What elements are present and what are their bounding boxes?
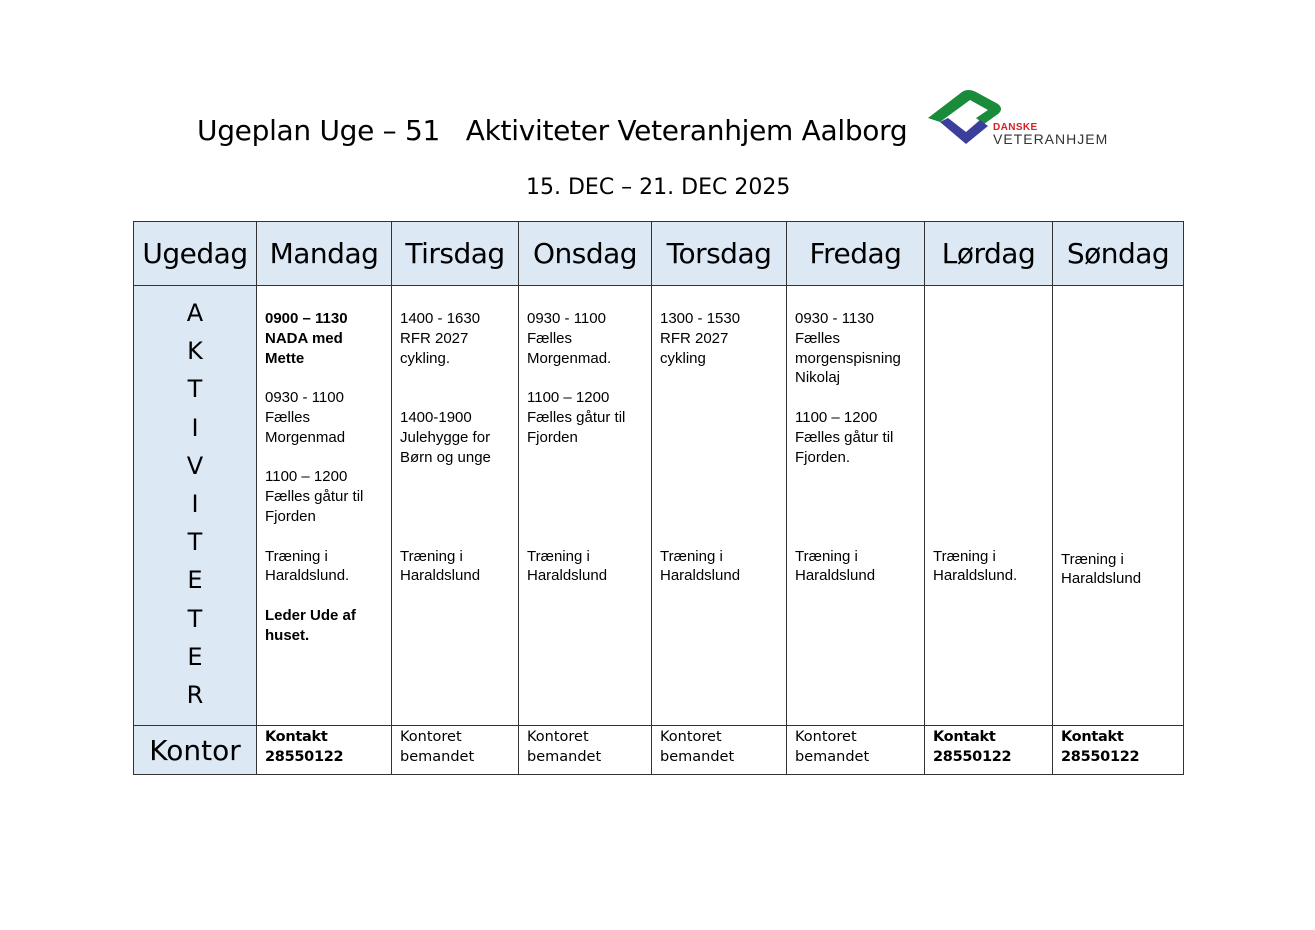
kontor-cell-sondag xyxy=(1053,726,1184,775)
activity-line xyxy=(1061,371,1175,391)
kontor-line: Kontoret xyxy=(795,729,857,745)
kontor-line: Kontakt xyxy=(1061,729,1124,745)
activity-line: Træning i xyxy=(933,547,996,565)
activity-line xyxy=(660,487,778,507)
activity-line: Julehygge for xyxy=(400,428,491,446)
activity-line xyxy=(795,487,916,507)
kontor-cell-onsdag xyxy=(519,726,652,775)
activities-vertical-label xyxy=(134,286,256,714)
activity-line: 1400-1900 xyxy=(400,408,472,426)
activity-line xyxy=(933,388,1044,408)
kontor-cell-tirsdag xyxy=(392,726,519,775)
activity-line: Træning i xyxy=(795,547,858,565)
activities-letter: E xyxy=(187,642,203,671)
activities-letter: T xyxy=(187,375,203,404)
activity-line xyxy=(1061,312,1175,332)
activity-line: Fælles xyxy=(795,329,841,347)
activity-line xyxy=(795,388,916,408)
activities-letter: A xyxy=(186,299,204,327)
activity-cell-sondag xyxy=(1053,286,1184,726)
kontor-line: Kontoret xyxy=(400,729,462,745)
activity-line xyxy=(1061,470,1175,490)
kontor-line: 28550122 xyxy=(933,749,1012,765)
activity-line xyxy=(400,507,510,527)
week-plan-table xyxy=(133,221,1184,775)
col-header-tirsdag: Tirsdag xyxy=(392,222,519,286)
kontor-row xyxy=(134,726,1184,775)
activity-line: 1400 - 1630 xyxy=(400,310,481,327)
logo-text-veteranhjem: VETERANHJEM xyxy=(993,131,1109,147)
date-range: 15. DEC – 21. DEC 2025 xyxy=(526,175,791,200)
col-header-onsdag: Onsdag xyxy=(519,222,652,286)
activity-line: Træning i xyxy=(1061,550,1124,568)
activity-line xyxy=(527,507,643,527)
activity-line xyxy=(933,507,1044,527)
activity-line xyxy=(527,487,643,507)
activities-letter: V xyxy=(186,451,204,480)
activity-line xyxy=(527,467,643,487)
activity-line xyxy=(660,408,778,428)
activity-line: Fjorden. xyxy=(795,448,851,466)
activity-line xyxy=(265,368,383,388)
activity-line xyxy=(1061,391,1175,411)
kontor-line: bemandet xyxy=(527,749,602,765)
activity-line xyxy=(1061,332,1175,352)
col-header-sondag: Søndag xyxy=(1053,222,1184,286)
activity-line xyxy=(933,428,1044,448)
activities-letter: I xyxy=(191,413,199,442)
activity-line xyxy=(1061,431,1175,451)
activities-label-cell xyxy=(134,286,257,726)
activity-cell-onsdag xyxy=(519,286,652,726)
activity-line: Morgenmad xyxy=(265,428,346,446)
activities-letter: K xyxy=(187,337,203,366)
activity-line xyxy=(1061,352,1175,372)
kontor-line: Kontoret xyxy=(527,729,589,745)
logo-green-shape xyxy=(928,90,1001,124)
activity-line xyxy=(933,368,1044,388)
activities-row xyxy=(134,286,1184,726)
activity-line xyxy=(660,368,778,388)
activity-line xyxy=(400,527,510,547)
activity-line: Fælles xyxy=(527,329,573,347)
activity-line xyxy=(933,448,1044,468)
activity-line xyxy=(660,527,778,547)
activity-line xyxy=(933,467,1044,487)
kontor-line: bemandet xyxy=(795,749,870,765)
col-header-fredag: Fredag xyxy=(787,222,925,286)
activity-line: Børn og unge xyxy=(400,448,491,466)
page-title: Ugeplan Uge – 51 Aktiviteter Veteranhjem Aalborg xyxy=(197,114,908,147)
activity-line: cykling. xyxy=(400,349,451,367)
activity-line: Haraldslund xyxy=(660,567,741,585)
activities-letter: I xyxy=(191,490,199,519)
activity-line xyxy=(795,467,916,487)
activity-line xyxy=(933,487,1044,507)
activity-line: Træning i xyxy=(265,547,328,565)
activity-line xyxy=(660,388,778,408)
activity-line: RFR 2027 xyxy=(400,329,469,347)
activity-line: 0930 - 1130 xyxy=(795,310,874,327)
header-row xyxy=(134,222,1184,286)
activities-letter: R xyxy=(186,681,204,710)
kontor-line: Kontoret xyxy=(660,729,722,745)
activity-line: 1100 – 1200 xyxy=(795,408,878,426)
activity-line xyxy=(400,487,510,507)
activity-line: 0930 - 1100 xyxy=(265,389,344,407)
activity-line: Haraldslund xyxy=(1061,570,1142,588)
logo-blue-shape xyxy=(940,118,988,144)
activity-line xyxy=(660,448,778,468)
activity-line xyxy=(1061,451,1175,471)
activity-line: morgenspisning xyxy=(795,349,901,367)
activity-line: Fælles gåtur til xyxy=(265,488,364,506)
activity-line xyxy=(265,586,383,606)
activity-line: Fjorden xyxy=(265,507,316,525)
activity-line: cykling xyxy=(660,349,706,367)
activity-cell-tirsdag xyxy=(392,286,519,726)
col-header-mandag: Mandag xyxy=(257,222,392,286)
activity-line xyxy=(660,467,778,487)
kontor-line: Kontakt xyxy=(265,729,328,745)
activity-line xyxy=(400,368,510,388)
activity-line: Fælles xyxy=(265,408,311,426)
activity-line xyxy=(400,467,510,487)
activity-line xyxy=(265,448,383,468)
activity-line xyxy=(527,527,643,547)
activity-cell-torsdag xyxy=(652,286,787,726)
kontor-cell-mandag xyxy=(257,726,392,775)
activity-line: Haraldslund. xyxy=(933,567,1018,585)
activity-line xyxy=(795,527,916,547)
kontor-cell-fredag xyxy=(787,726,925,775)
kontor-line: 28550122 xyxy=(1061,749,1140,765)
activity-line: Haraldslund xyxy=(527,567,608,585)
activity-line xyxy=(933,329,1044,349)
activity-line xyxy=(933,408,1044,428)
activity-line: Haraldslund. xyxy=(265,567,350,585)
activity-line: 1100 – 1200 xyxy=(265,468,348,486)
activity-line: Haraldslund xyxy=(400,567,481,585)
kontor-line: bemandet xyxy=(660,749,735,765)
activity-line: Leder Ude af xyxy=(265,606,356,624)
activity-line xyxy=(660,428,778,448)
kontor-cell-torsdag xyxy=(652,726,787,775)
kontor-line: 28550122 xyxy=(265,749,344,765)
activity-line: Fælles gåtur til xyxy=(795,428,894,446)
activities-letter: T xyxy=(187,604,203,633)
activity-line: 0900 – 1130 xyxy=(265,310,348,327)
activity-line: huset. xyxy=(265,626,310,644)
activity-line xyxy=(795,507,916,527)
activity-line xyxy=(527,448,643,468)
activity-line: NADA med xyxy=(265,329,343,347)
activity-line xyxy=(933,349,1044,369)
activity-line xyxy=(933,527,1044,547)
activity-line: RFR 2027 xyxy=(660,329,729,347)
col-header-torsdag: Torsdag xyxy=(652,222,787,286)
activity-line xyxy=(265,527,383,547)
activity-line: Nikolaj xyxy=(795,369,841,387)
activities-letter: T xyxy=(187,528,203,557)
activity-line: Fælles gåtur til xyxy=(527,408,626,426)
activity-line xyxy=(527,368,643,388)
activity-line xyxy=(1061,510,1175,530)
logo-text-danske: DANSKE xyxy=(993,122,1038,133)
kontor-cell-lordag xyxy=(925,726,1053,775)
activity-cell-fredag xyxy=(787,286,925,726)
activity-line xyxy=(660,507,778,527)
activity-line: Mette xyxy=(265,349,305,367)
activity-cell-lordag xyxy=(925,286,1053,726)
activity-line: 1300 - 1530 xyxy=(660,310,741,327)
activity-line: Træning i xyxy=(400,547,463,565)
kontor-label: Kontor xyxy=(134,726,257,775)
activity-line xyxy=(1061,490,1175,510)
activity-line: Træning i xyxy=(660,547,723,565)
activity-line: Morgenmad. xyxy=(527,349,612,367)
activity-line xyxy=(1061,411,1175,431)
kontor-line: Kontakt xyxy=(933,729,996,745)
activity-line: Fjorden xyxy=(527,428,578,446)
activity-line: 1100 – 1200 xyxy=(527,389,610,407)
activity-line xyxy=(400,388,510,408)
activity-line xyxy=(1061,530,1175,550)
kontor-line: bemandet xyxy=(400,749,475,765)
activity-line: Haraldslund xyxy=(795,567,876,585)
activity-line: Træning i xyxy=(527,547,590,565)
col-header-lordag: Lørdag xyxy=(925,222,1053,286)
col-header-ugedag: Ugedag xyxy=(134,222,257,286)
activities-letter: E xyxy=(187,566,203,595)
activity-cell-mandag xyxy=(257,286,392,726)
activity-line xyxy=(933,309,1044,329)
activity-line: 0930 - 1100 xyxy=(527,310,606,327)
